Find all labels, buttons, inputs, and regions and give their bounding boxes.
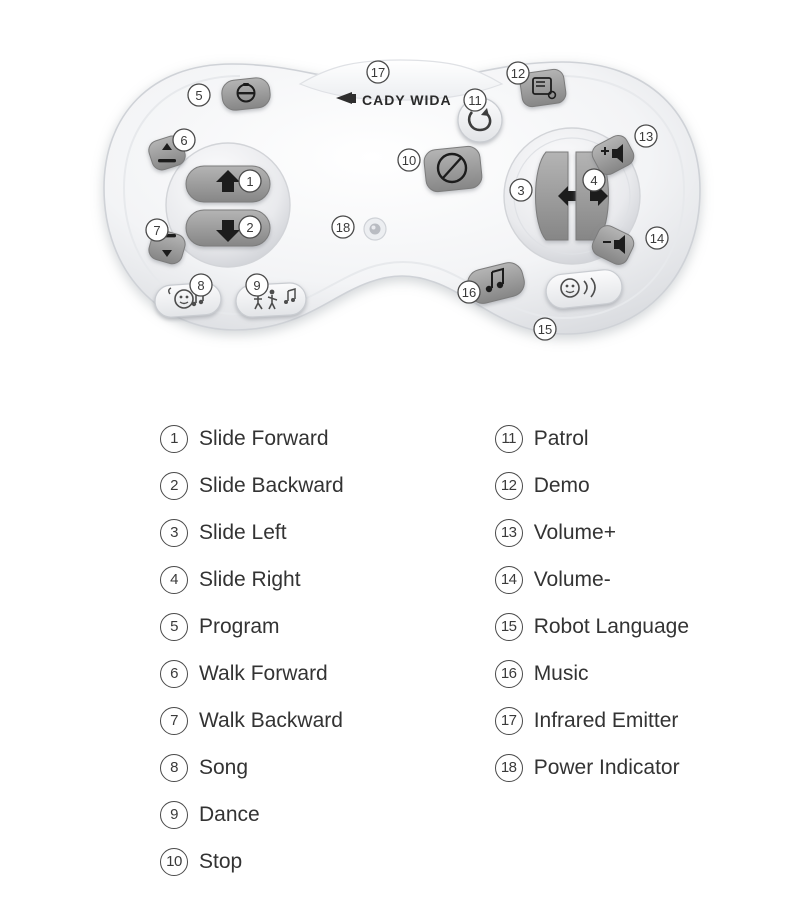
legend-item-power-indicator (495, 744, 790, 791)
legend-number: 8 (160, 754, 188, 782)
legend-column-right (495, 415, 790, 885)
legend-item-slide-right (160, 556, 495, 603)
legend-number: 9 (160, 801, 188, 829)
legend-label: Stop (199, 849, 243, 873)
legend-label: Song (199, 755, 249, 779)
callout-8 (190, 274, 212, 296)
legend-number: 2 (160, 472, 188, 500)
legend-label: Patrol (533, 426, 589, 450)
legend-item-program (160, 603, 495, 650)
legend-number: 4 (160, 566, 188, 594)
legend-label: Walk Forward (199, 661, 328, 685)
legend-label: Music (533, 661, 589, 685)
legend-column-left (160, 415, 495, 885)
legend-label: Volume+ (533, 520, 616, 544)
legend-label: Robot Language (533, 614, 689, 638)
legend-item-dance (160, 791, 495, 838)
callout-9-label: 9 (253, 278, 261, 293)
callout-16 (458, 281, 480, 303)
remote-control-illustration (0, 0, 790, 400)
program-button[interactable] (221, 77, 272, 112)
legend-label: Dance (199, 802, 260, 826)
legend-label: Power Indicator (533, 755, 680, 779)
legend-item-walk-backward (160, 697, 495, 744)
legend-label: Program (199, 614, 280, 638)
legend-label: Volume- (533, 567, 611, 591)
callout-17 (367, 61, 389, 83)
callout-1-label: 1 (246, 174, 254, 189)
legend-label: Slide Forward (199, 426, 329, 450)
callout-18 (332, 216, 354, 238)
legend-item-demo (495, 462, 790, 509)
legend-number: 10 (160, 848, 188, 876)
legend-label: Walk Backward (199, 708, 343, 732)
legend-number: 12 (495, 472, 523, 500)
remote-control-svg (0, 0, 790, 400)
legend (0, 415, 790, 885)
callout-2 (239, 216, 261, 238)
legend-item-volume-down (495, 556, 790, 603)
legend-item-music (495, 650, 790, 697)
power-indicator (364, 218, 386, 240)
legend-label: Slide Right (199, 567, 301, 591)
callout-4-label: 4 (590, 173, 598, 188)
callout-14 (646, 227, 668, 249)
callout-12-label: 12 (510, 66, 526, 81)
callout-1 (239, 170, 261, 192)
legend-label: Slide Backward (199, 473, 344, 497)
legend-number: 5 (160, 613, 188, 641)
legend-number: 6 (160, 660, 188, 688)
callout-6-label: 6 (180, 133, 188, 148)
callout-14-label: 14 (649, 231, 665, 246)
legend-label: Demo (533, 473, 590, 497)
callout-10 (398, 149, 420, 171)
callout-8-label: 8 (197, 278, 205, 293)
callout-12 (507, 62, 529, 84)
callout-13 (635, 125, 657, 147)
legend-item-song (160, 744, 495, 791)
legend-item-slide-backward (160, 462, 495, 509)
legend-item-slide-forward (160, 415, 495, 462)
callout-17-label: 17 (370, 65, 386, 80)
legend-number: 15 (495, 613, 523, 641)
brand-text: CADY WIDA (362, 92, 452, 108)
legend-number: 7 (160, 707, 188, 735)
legend-number: 11 (495, 425, 523, 453)
callout-11-label: 11 (468, 93, 482, 108)
legend-item-patrol (495, 415, 790, 462)
callout-13-label: 13 (638, 129, 654, 144)
legend-item-infrared-emitter (495, 697, 790, 744)
legend-number: 16 (495, 660, 523, 688)
legend-item-stop (160, 838, 495, 885)
legend-number: 13 (495, 519, 523, 547)
legend-number: 14 (495, 566, 523, 594)
callout-15-label: 15 (537, 322, 553, 337)
callout-2-label: 2 (246, 220, 254, 235)
callout-18-label: 18 (335, 220, 351, 235)
callout-6 (173, 129, 195, 151)
callout-16-label: 16 (461, 285, 477, 300)
callout-4 (583, 169, 605, 191)
callout-3-label: 3 (517, 183, 525, 198)
callout-9 (246, 274, 268, 296)
legend-number: 3 (160, 519, 188, 547)
legend-item-slide-left (160, 509, 495, 556)
callout-7-label: 7 (153, 223, 161, 238)
callout-5-label: 5 (195, 88, 203, 103)
legend-label: Infrared Emitter (533, 708, 679, 732)
legend-item-volume-up (495, 509, 790, 556)
legend-number: 1 (160, 425, 188, 453)
callout-10-label: 10 (401, 153, 417, 168)
callout-11 (464, 89, 486, 111)
stop-button[interactable] (423, 145, 483, 193)
callout-7 (146, 219, 168, 241)
legend-item-robot-language (495, 603, 790, 650)
legend-item-walk-forward (160, 650, 495, 697)
callout-15 (534, 318, 556, 340)
callout-3 (510, 179, 532, 201)
legend-label: Slide Left (199, 520, 287, 544)
legend-number: 17 (495, 707, 523, 735)
callout-5 (188, 84, 210, 106)
legend-number: 18 (495, 754, 523, 782)
